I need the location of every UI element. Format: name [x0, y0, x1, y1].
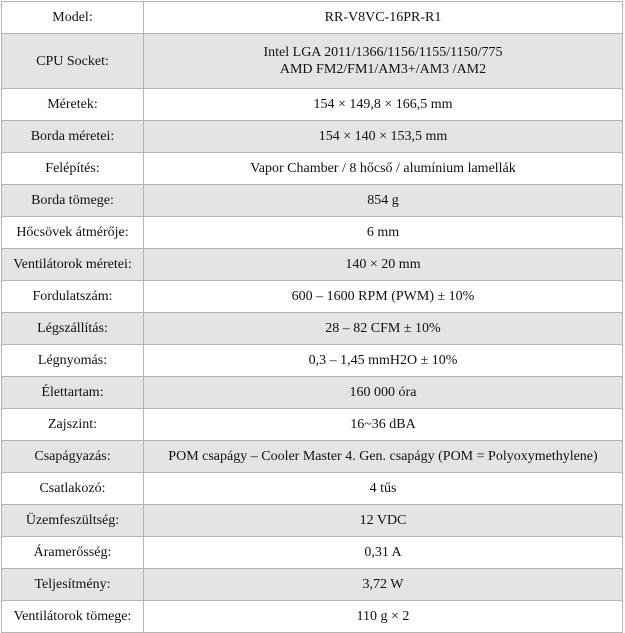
spec-row	[2, 377, 623, 409]
spec-label: Áramerősség:	[2, 537, 144, 569]
spec-label: Csatlakozó:	[2, 473, 144, 505]
spec-label: Ventilátorok méretei:	[2, 249, 144, 281]
spec-value-line: 16~36 dBA	[350, 417, 416, 432]
spec-value	[144, 505, 623, 537]
spec-row	[2, 313, 623, 345]
spec-value-line: 0,3 – 1,45 mmH2O ± 10%	[308, 353, 458, 368]
spec-row	[2, 537, 623, 569]
spec-value-line: 4 tűs	[369, 481, 397, 496]
spec-value	[144, 34, 623, 89]
spec-value	[144, 345, 623, 377]
spec-value-line: 854 g	[367, 193, 399, 208]
spec-value-line: POM csapágy – Cooler Master 4. Gen. csapágy (POM = Polyoxymethylene)	[168, 449, 598, 464]
spec-value	[144, 313, 623, 345]
spec-value	[144, 569, 623, 601]
spec-value-line: 3,72 W	[362, 577, 404, 592]
spec-label: Élettartam:	[2, 377, 144, 409]
spec-table	[1, 1, 623, 633]
spec-table-body	[2, 2, 623, 633]
spec-value	[144, 2, 623, 34]
spec-value-line: Intel LGA 2011/1366/1156/1155/1150/775	[263, 45, 503, 60]
spec-value-line: 140 × 20 mm	[345, 257, 421, 272]
spec-value	[144, 537, 623, 569]
spec-label: Teljesítmény:	[2, 569, 144, 601]
spec-label: Csapágyazás:	[2, 441, 144, 473]
spec-value	[144, 185, 623, 217]
spec-value-line: Vapor Chamber / 8 hőcső / alumínium lamellák	[250, 161, 516, 176]
spec-label: CPU Socket:	[2, 34, 144, 89]
spec-value	[144, 473, 623, 505]
spec-label: Felépítés:	[2, 153, 144, 185]
spec-row	[2, 121, 623, 153]
spec-row	[2, 569, 623, 601]
spec-row	[2, 249, 623, 281]
spec-label: Borda tömege:	[2, 185, 144, 217]
spec-value-line: 110 g × 2	[356, 609, 410, 624]
spec-row	[2, 153, 623, 185]
spec-row	[2, 34, 623, 89]
spec-value-line: 12 VDC	[359, 513, 407, 528]
spec-value-line: 154 × 140 × 153,5 mm	[318, 129, 448, 144]
spec-value-line: AMD FM2/FM1/AM3+/AM3 /AM2	[279, 62, 487, 77]
spec-label: Légszállítás:	[2, 313, 144, 345]
spec-value-line: 600 – 1600 RPM (PWM) ± 10%	[291, 289, 475, 304]
spec-value	[144, 89, 623, 121]
spec-label: Ventilátorok tömege:	[2, 601, 144, 633]
spec-row	[2, 185, 623, 217]
spec-value-line: 154 × 149,8 × 166,5 mm	[313, 97, 453, 112]
spec-value	[144, 249, 623, 281]
spec-label: Fordulatszám:	[2, 281, 144, 313]
spec-value	[144, 281, 623, 313]
spec-row	[2, 441, 623, 473]
spec-value-line: RR-V8VC-16PR-R1	[324, 10, 442, 25]
spec-value	[144, 441, 623, 473]
spec-row	[2, 345, 623, 377]
spec-value	[144, 409, 623, 441]
spec-value-line: 160 000 óra	[349, 385, 417, 400]
spec-value	[144, 601, 623, 633]
spec-row	[2, 89, 623, 121]
spec-value-line: 6 mm	[366, 225, 400, 240]
spec-label: Hőcsövek átmérője:	[2, 217, 144, 249]
spec-label: Model:	[2, 2, 144, 34]
spec-value	[144, 121, 623, 153]
spec-label: Méretek:	[2, 89, 144, 121]
spec-label: Borda méretei:	[2, 121, 144, 153]
spec-row	[2, 2, 623, 34]
spec-value	[144, 153, 623, 185]
spec-value	[144, 217, 623, 249]
spec-value-line: 28 – 82 CFM ± 10%	[325, 321, 441, 336]
spec-label: Üzemfeszültség:	[2, 505, 144, 537]
spec-row	[2, 409, 623, 441]
spec-row	[2, 473, 623, 505]
spec-label: Légnyomás:	[2, 345, 144, 377]
spec-row	[2, 217, 623, 249]
spec-row	[2, 601, 623, 633]
spec-row	[2, 281, 623, 313]
spec-row	[2, 505, 623, 537]
spec-value	[144, 377, 623, 409]
spec-value-line: 0,31 A	[364, 545, 402, 560]
spec-label: Zajszint:	[2, 409, 144, 441]
